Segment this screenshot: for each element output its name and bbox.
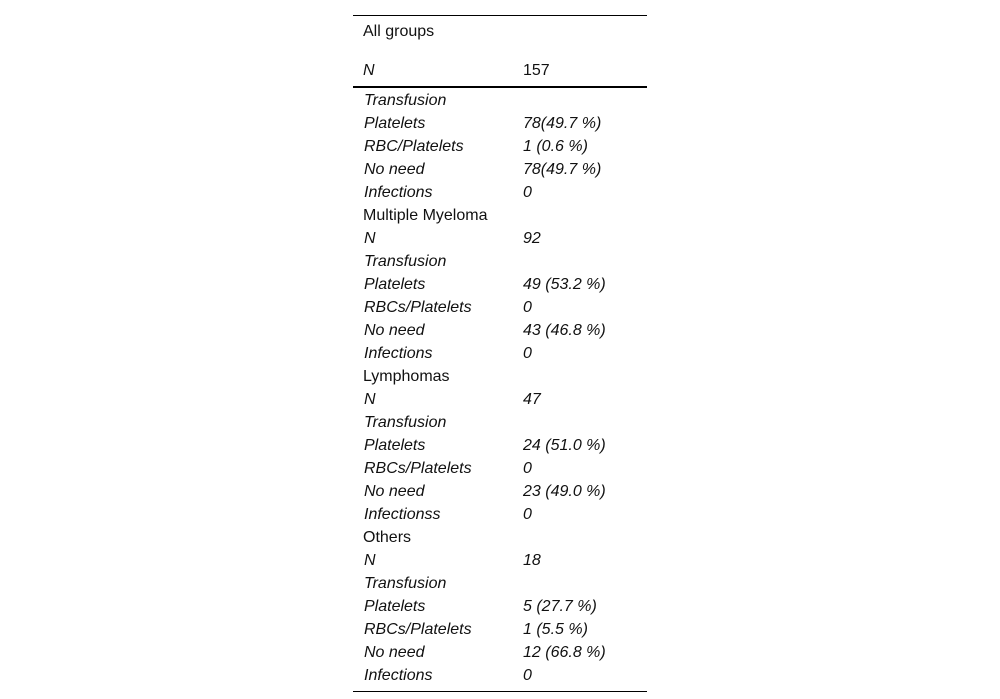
table-row xyxy=(353,135,647,158)
row-value xyxy=(523,204,647,227)
row-value xyxy=(523,526,647,549)
row-value: 47 xyxy=(523,391,541,408)
row-value xyxy=(523,365,647,388)
row-label: Infections xyxy=(364,345,433,362)
table-row xyxy=(353,181,647,204)
row-value: 0 xyxy=(523,460,532,477)
row-label: Others xyxy=(363,529,412,546)
row-value xyxy=(523,572,647,595)
row-value: 18 xyxy=(523,552,541,569)
row-value: 0 xyxy=(523,506,532,523)
table-row xyxy=(353,158,647,181)
row-label: Platelets xyxy=(364,276,426,293)
table-row xyxy=(353,457,647,480)
row-label: No need xyxy=(364,322,425,339)
row-value: 1 (0.6 %) xyxy=(523,138,588,155)
row-label: Platelets xyxy=(364,598,426,615)
table-row xyxy=(353,434,647,457)
row-value xyxy=(523,411,647,434)
header-title-empty xyxy=(523,23,647,54)
row-label: Transfusion xyxy=(364,575,447,592)
row-label: Transfusion xyxy=(364,414,447,431)
row-label: RBC/Platelets xyxy=(364,138,464,155)
table-row xyxy=(353,526,647,549)
table-row xyxy=(353,480,647,503)
row-label: RBCs/Platelets xyxy=(364,299,472,316)
row-label: RBCs/Platelets xyxy=(364,621,472,638)
row-value: 23 (49.0 %) xyxy=(523,483,606,500)
row-label: Platelets xyxy=(364,437,426,454)
row-value: 0 xyxy=(523,184,532,201)
table-row xyxy=(353,365,647,388)
table-row xyxy=(353,296,647,319)
row-label: N xyxy=(364,230,376,247)
table-row xyxy=(353,595,647,618)
row-label: No need xyxy=(364,483,425,500)
row-value: 43 (46.8 %) xyxy=(523,322,606,339)
table-header xyxy=(353,16,647,88)
row-value: 0 xyxy=(523,667,532,684)
row-label: Infectionss xyxy=(364,506,441,523)
header-row-n xyxy=(353,54,647,80)
row-label: Infections xyxy=(364,184,433,201)
row-value: 5 (27.7 %) xyxy=(523,598,597,615)
row-value: 0 xyxy=(523,299,532,316)
table-row xyxy=(353,342,647,365)
row-label: Multiple Myeloma xyxy=(363,207,488,224)
row-value: 92 xyxy=(523,230,541,247)
table-row xyxy=(353,503,647,526)
row-label: N xyxy=(364,391,376,408)
data-table xyxy=(353,15,647,692)
header-row-title xyxy=(353,23,647,54)
row-label: No need xyxy=(364,161,425,178)
row-label: Platelets xyxy=(364,115,426,132)
table-row xyxy=(353,664,647,687)
row-value xyxy=(523,250,647,273)
table-row xyxy=(353,204,647,227)
table-row xyxy=(353,89,647,112)
row-value: 78(49.7 %) xyxy=(523,115,602,132)
table-row xyxy=(353,227,647,250)
table-row xyxy=(353,250,647,273)
table-row xyxy=(353,549,647,572)
row-label: RBCs/Platelets xyxy=(364,460,472,477)
row-label: Transfusion xyxy=(364,253,447,270)
row-label: N xyxy=(364,552,376,569)
header-title: All groups xyxy=(363,23,435,40)
row-value: 12 (66.8 %) xyxy=(523,644,606,661)
table-body xyxy=(353,88,647,691)
row-value: 24 (51.0 %) xyxy=(523,437,606,454)
row-label: Transfusion xyxy=(364,92,447,109)
row-label: No need xyxy=(364,644,425,661)
table-row xyxy=(353,411,647,434)
header-n-label: N xyxy=(363,62,375,79)
table-row xyxy=(353,572,647,595)
row-value: 0 xyxy=(523,345,532,362)
table-row xyxy=(353,618,647,641)
row-value: 1 (5.5 %) xyxy=(523,621,588,638)
table-row xyxy=(353,388,647,411)
header-n-value: 157 xyxy=(523,62,550,79)
row-value: 49 (53.2 %) xyxy=(523,276,606,293)
row-label: Lymphomas xyxy=(363,368,450,385)
row-value xyxy=(523,89,647,112)
table-row xyxy=(353,273,647,296)
table-row xyxy=(353,319,647,342)
table-row xyxy=(353,641,647,664)
row-label: Infections xyxy=(364,667,433,684)
table-row xyxy=(353,112,647,135)
row-value: 78(49.7 %) xyxy=(523,161,602,178)
